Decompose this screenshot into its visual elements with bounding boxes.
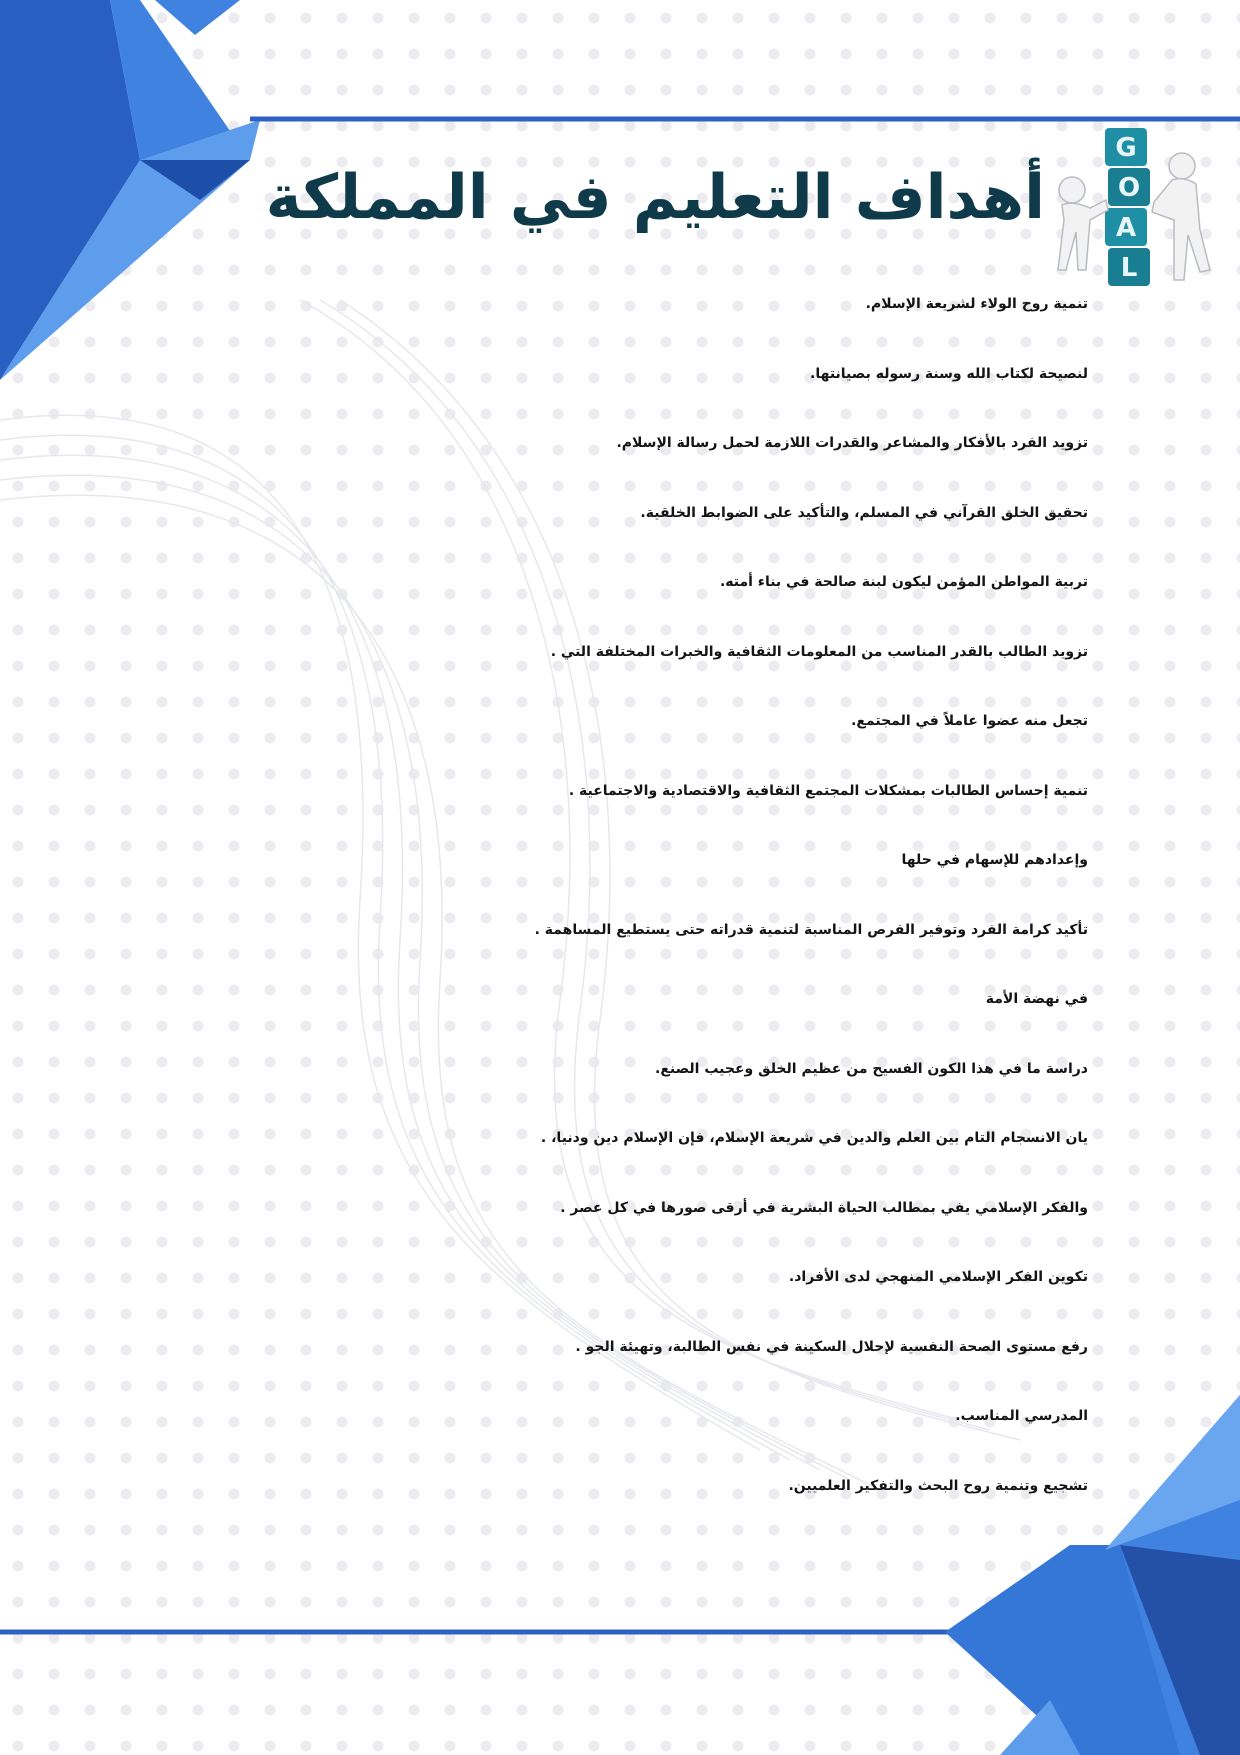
- goal-item: تزويد الطالب بالقدر المناسب من المعلومات الثقافية والخبرات المختلفة التي .: [550, 643, 1088, 660]
- goal-item: تزويد الفرد بالأفكار والمشاعر والقدرات اللازمة لحمل رسالة الإسلام.: [616, 435, 1088, 451]
- cube-g-icon: [1105, 128, 1147, 166]
- goal-item: تكوين الفكر الإسلامي المنهجي لدى الأفراد.: [788, 1269, 1088, 1285]
- goal-item: لنصيحة لكتاب الله وسنة رسوله بصيانتها.: [810, 365, 1088, 382]
- goal-item: تربية المواطن المؤمن ليكون لبنة صالحة في بناء أمته.: [719, 574, 1088, 590]
- figure-left-icon: [1058, 177, 1108, 270]
- goal-item: وإعدادهم للإسهام في حلها: [901, 852, 1088, 868]
- goals-list: [0, 270, 1088, 1521]
- goal-item: تنمية روح الولاء لشريعة الإسلام.: [865, 296, 1088, 312]
- goal-item: رفع مستوى الصحة النفسية لإحلال السكينة في نفس الطالبة، وتهيئة الجو .: [575, 1338, 1088, 1355]
- goal-item: تنمية إحساس الطالبات بمشكلات المجتمع الثقافية والاقتصادية والاجتماعية .: [568, 782, 1088, 799]
- svg-text:A: A: [1115, 213, 1137, 243]
- goal-item: يان الانسجام التام بين العلم والدين في شريعة الإسلام، فإن الإسلام دين ودنيا، .: [540, 1130, 1088, 1146]
- goal-item: تحقيق الخلق القرآني في المسلم، والتأكيد على الضوابط الخلقية.: [640, 504, 1088, 521]
- page-title: أهداف التعليم في المملكة: [265, 162, 1045, 233]
- svg-text:G: G: [1115, 133, 1137, 163]
- svg-text:L: L: [1120, 253, 1138, 283]
- cube-a-icon: [1105, 208, 1147, 246]
- goal-item: تجعل منه عضوا عاملاً في المجتمع.: [851, 713, 1088, 729]
- cube-l-icon: [1108, 248, 1150, 286]
- figure-right-icon: [1152, 153, 1210, 280]
- cube-o-icon: [1108, 168, 1150, 206]
- goal-item: المدرسي المناسب.: [955, 1408, 1088, 1424]
- goal-item: تشجيع وتنمية روح البحث والتفكير العلميين.: [788, 1477, 1088, 1494]
- goal-item: والفكر الإسلامي يفي بمطالب الحياة البشرية في أرقى صورها في كل عصر .: [560, 1199, 1088, 1216]
- goal-item: تأكيد كرامة الفرد وتوفير الفرص المناسبة لتنمية قدراته حتى يستطيع المساهمة .: [534, 921, 1088, 938]
- goal-cubes-icon: [1050, 120, 1220, 290]
- goal-item: دراسة ما في هذا الكون الفسيح من عظيم الخلق وعجيب الصنع.: [655, 1060, 1088, 1077]
- svg-text:O: O: [1117, 173, 1141, 203]
- goal-item: في نهضة الأمة: [985, 991, 1088, 1007]
